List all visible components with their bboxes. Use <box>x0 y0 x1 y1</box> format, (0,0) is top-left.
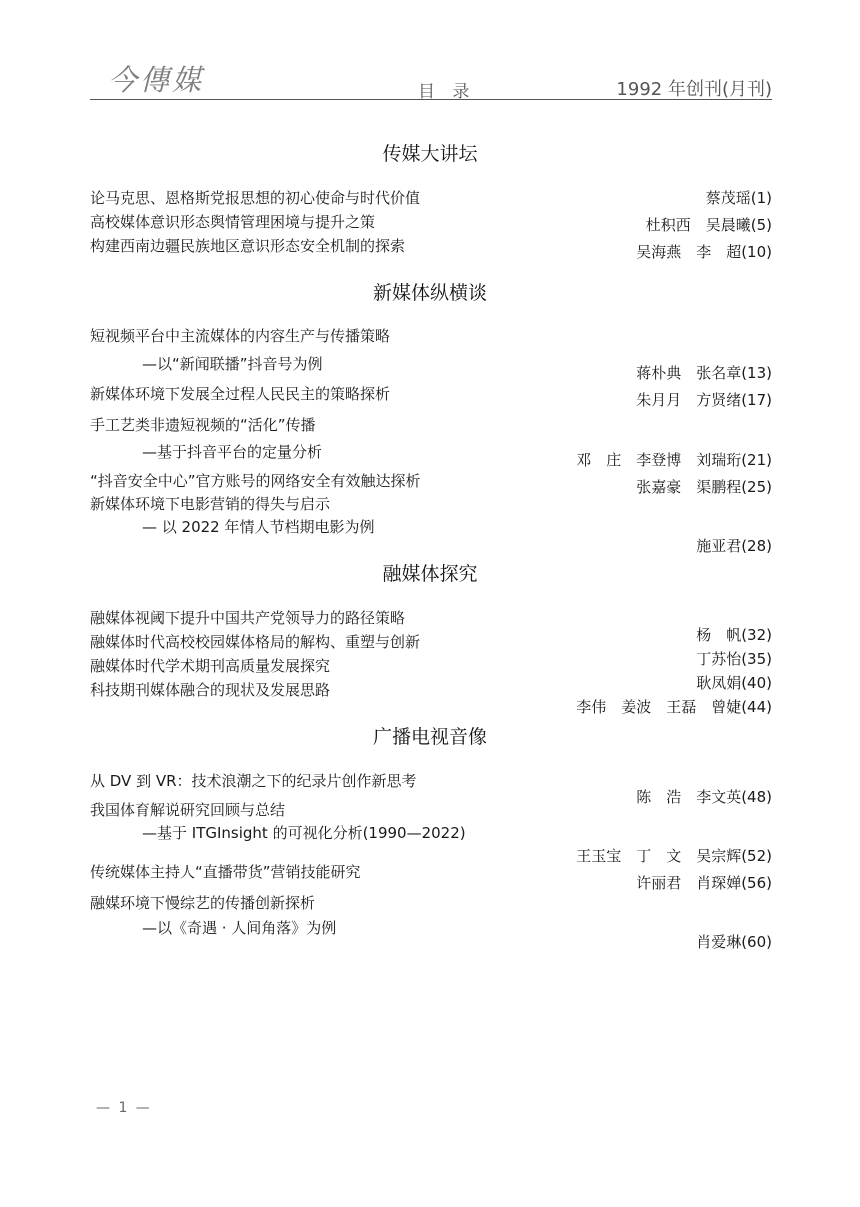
article-title[interactable]: 手工艺类非遗短视频的“活化”传播 <box>90 416 316 434</box>
article-title[interactable]: 融媒体视阈下提升中国共产党领导力的路径策略 <box>90 609 406 627</box>
article-author: 杨 帆(32) <box>696 626 772 644</box>
article-title[interactable]: 融媒环境下慢综艺的传播创新探析 <box>90 894 316 912</box>
article-title[interactable]: 融媒体时代学术期刊高质量发展探究 <box>90 657 331 675</box>
article-title[interactable]: 传统媒体主持人“直播带货”营销技能研究 <box>90 863 361 881</box>
article-author: 施亚君(28) <box>696 537 772 555</box>
article-author: 吴海燕 李 超(10) <box>636 243 772 261</box>
page-number: — 1 — <box>96 1100 152 1116</box>
article-author: 王玉宝 丁 文 吴宗辉(52) <box>576 847 772 865</box>
article-title[interactable]: 短视频平台中主流媒体的内容生产与传播策略 <box>90 327 391 345</box>
article-title[interactable]: 从 DV 到 VR：技术浪潮之下的纪录片创作新思考 <box>90 772 417 790</box>
article-subtitle: —基于抖音平台的定量分析 <box>142 443 323 461</box>
section-title: 融媒体探究 <box>382 563 478 585</box>
article-title[interactable]: 论马克思、恩格斯党报思想的初心使命与时代价值 <box>90 189 421 207</box>
article-title[interactable]: 构建西南边疆民族地区意识形态安全机制的探索 <box>90 237 406 255</box>
article-title[interactable]: 高校媒体意识形态舆情管理困境与提升之策 <box>90 213 376 231</box>
article-author: 蔡茂瑶(1) <box>705 189 772 207</box>
journal-logo: 今傳媒 <box>108 63 205 97</box>
article-title[interactable]: 新媒体环境下发展全过程人民民主的策略探析 <box>90 385 391 403</box>
article-title[interactable]: “抖音安全中心”官方账号的网络安全有效触达探析 <box>90 472 421 490</box>
article-title[interactable]: 我国体育解说研究回顾与总结 <box>90 801 286 819</box>
article-author: 邓 庄 李登博 刘瑞珩(21) <box>576 451 772 469</box>
article-author: 朱月月 方贤绪(17) <box>636 391 772 409</box>
header-founded-label: 1992 年创刊(月刊) <box>616 79 772 100</box>
article-author: 陈 浩 李文英(48) <box>636 788 772 806</box>
header-rule <box>90 99 772 100</box>
article-author: 杜积西 吴晨曦(5) <box>645 216 772 234</box>
article-author: 李伟 姜波 王磊 曾婕(44) <box>576 698 772 716</box>
article-title[interactable]: 科技期刊媒体融合的现状及发展思路 <box>90 681 331 699</box>
article-subtitle: — 以 2022 年情人节档期电影为例 <box>142 518 375 536</box>
article-subtitle: —基于 ITGInsight 的可视化分析(1990—2022) <box>142 824 466 842</box>
article-author: 蒋朴典 张名章(13) <box>636 364 772 382</box>
article-author: 丁苏怡(35) <box>696 650 772 668</box>
article-subtitle: —以“新闻联播”抖音号为例 <box>142 355 323 373</box>
section-title: 传媒大讲坛 <box>382 143 478 165</box>
section-title: 广播电视音像 <box>372 726 487 748</box>
article-author: 耿凤娟(40) <box>696 674 772 692</box>
section-title: 新媒体纵横谈 <box>372 282 487 304</box>
header-contents-label: 目 录 <box>418 82 476 102</box>
article-author: 许丽君 肖琛婵(56) <box>636 874 772 892</box>
article-title[interactable]: 融媒体时代高校校园媒体格局的解构、重塑与创新 <box>90 633 421 651</box>
article-title[interactable]: 新媒体环境下电影营销的得失与启示 <box>90 495 331 513</box>
article-author: 张嘉豪 渠鹏程(25) <box>636 478 772 496</box>
article-subtitle: —以《奇遇 · 人间角落》为例 <box>142 919 337 937</box>
article-author: 肖爱琳(60) <box>696 933 772 951</box>
